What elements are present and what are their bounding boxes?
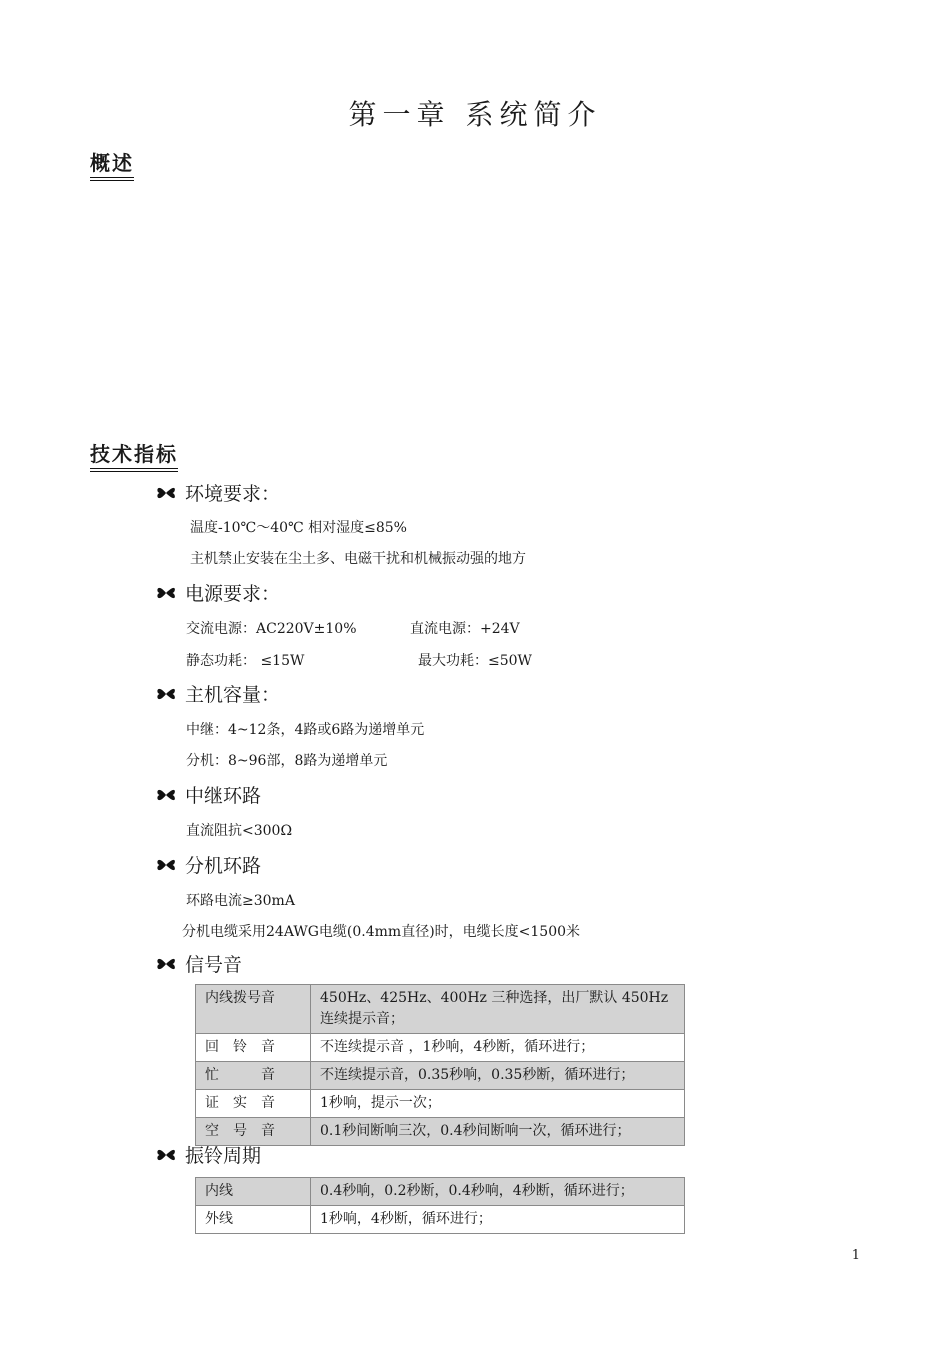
- ring-row-label: 内线: [196, 1178, 311, 1206]
- bullet-signal: [155, 950, 242, 977]
- pinwheel-bullet-icon: [155, 582, 177, 604]
- power-title: 电源要求：: [185, 583, 281, 605]
- ext-title: 分机环路: [185, 855, 262, 877]
- trunk-title: 中继环路: [185, 785, 262, 807]
- ring-cycle-table: [195, 1177, 685, 1234]
- signal-row-label: 证 实 音: [196, 1090, 311, 1118]
- bullet-capacity: [155, 680, 280, 707]
- page-number: 1: [851, 1248, 860, 1263]
- pinwheel-bullet-icon: [155, 1144, 177, 1166]
- signal-row-value: 不连续提示音，0.35秒响，0.35秒断，循环进行；: [311, 1062, 685, 1090]
- trunk-line-1: 直流阻抗<300Ω: [186, 823, 293, 839]
- ring-row: [196, 1206, 685, 1234]
- ring-row-label: 外线: [196, 1206, 311, 1234]
- signal-row: [196, 1062, 685, 1090]
- signal-row-label: 空 号 音: [196, 1118, 311, 1146]
- signal-title: 信号音: [185, 954, 243, 976]
- power-ac: 交流电源：AC220V±10%: [186, 621, 357, 637]
- pinwheel-bullet-icon: [155, 683, 177, 705]
- ring-row: [196, 1178, 685, 1206]
- env-title: 环境要求：: [185, 483, 281, 505]
- chapter-title: 第一章 系统简介: [348, 98, 602, 131]
- ring-row-value: 0.4秒响，0.2秒断，0.4秒响，4秒断，循环进行；: [311, 1178, 685, 1206]
- capacity-line-2: 分机：8~96部，8路为递增单元: [186, 753, 388, 769]
- ext-line-2: 分机电缆采用24AWG电缆(0.4mm直径)时，电缆长度<1500米: [182, 924, 581, 940]
- bullet-env: [155, 479, 280, 506]
- signal-row: [196, 1118, 685, 1146]
- pinwheel-bullet-icon: [155, 953, 177, 975]
- signal-row: [196, 985, 685, 1034]
- ring-title: 振铃周期: [185, 1145, 262, 1167]
- signal-row-label: 忙 音: [196, 1062, 311, 1090]
- env-line-1: 温度-10℃～40℃ 相对湿度≤85%: [190, 520, 407, 536]
- bullet-ext: [155, 851, 261, 878]
- section-heading-specs: 技术指标: [90, 438, 178, 472]
- section-heading-overview: 概述: [90, 147, 134, 181]
- signal-row-value: 0.1秒间断响三次，0.4秒间断响一次，循环进行；: [311, 1118, 685, 1146]
- ring-row-value: 1秒响，4秒断，循环进行；: [311, 1206, 685, 1234]
- capacity-title: 主机容量：: [185, 684, 281, 706]
- pinwheel-bullet-icon: [155, 482, 177, 504]
- ext-line-1: 环路电流≥30mA: [186, 893, 295, 909]
- bullet-trunk: [155, 781, 261, 808]
- env-line-2: 主机禁止安装在尘土多、电磁干扰和机械振动强的地方: [190, 551, 526, 567]
- bullet-ring: [155, 1141, 261, 1168]
- signal-row-value: 不连续提示音 ，1秒响，4秒断，循环进行；: [311, 1034, 685, 1062]
- power-static: 静态功耗： ≤15W: [186, 653, 305, 669]
- power-dc: 直流电源：+24V: [410, 621, 520, 637]
- signal-row-value: 1秒响，提示一次；: [311, 1090, 685, 1118]
- signal-row-label: 内线拨号音: [196, 985, 311, 1034]
- signal-row-label: 回 铃 音: [196, 1034, 311, 1062]
- signal-row-value: 450Hz、425Hz、400Hz 三种选择，出厂默认 450Hz 连续提示音；: [311, 985, 685, 1034]
- power-max: 最大功耗：≤50W: [418, 653, 532, 669]
- bullet-power: [155, 579, 280, 606]
- pinwheel-bullet-icon: [155, 784, 177, 806]
- pinwheel-bullet-icon: [155, 854, 177, 876]
- capacity-line-1: 中继：4~12条，4路或6路为递增单元: [186, 722, 425, 738]
- signal-tone-table: [195, 984, 685, 1146]
- signal-row: [196, 1090, 685, 1118]
- signal-row: [196, 1034, 685, 1062]
